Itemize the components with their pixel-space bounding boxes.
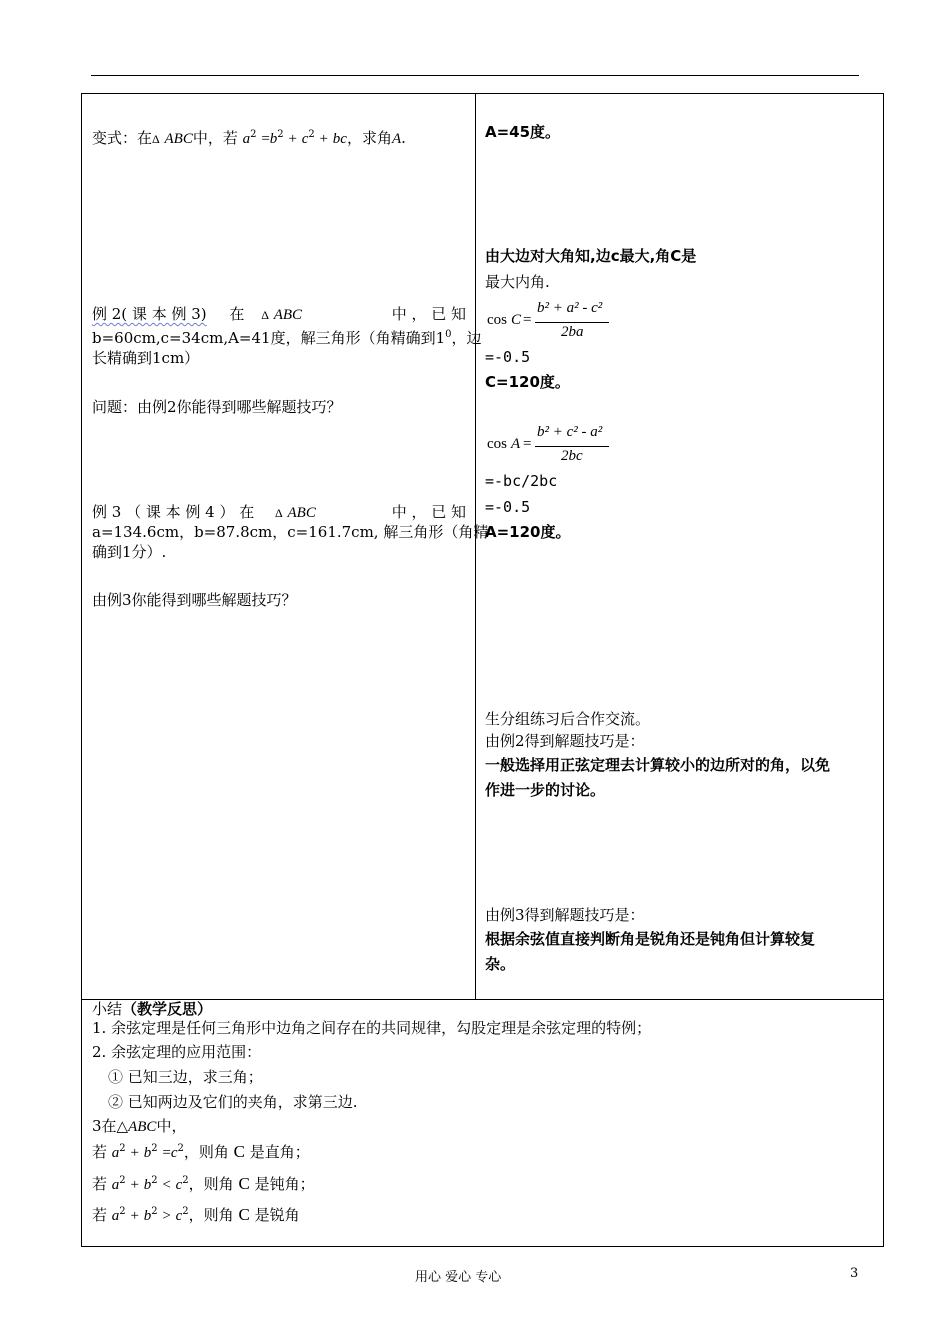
cosA-formula: cos A = b² + c² - a² 2bc [487,424,617,468]
column-divider [475,93,476,1000]
summary-item-2: 2. 余弦定理的应用范围： [92,1043,262,1061]
question-example2: 问题：由例2你能得到哪些解题技巧？ [92,398,342,416]
example3-line3: 确到1分）. [92,543,167,561]
summary-item-2b: ② 已知两边及它们的夹角，求第三边. [108,1093,358,1111]
cosA-value: =-0.5 [485,498,531,516]
case-acute: 若 $a^2 + b^2 > c^2$，则角 C 是锐角 [92,1205,300,1224]
example3-line1: 例 3 （ 课 本 例 4 ） 在 Δ ABC 中 ， 已 知 [92,503,466,521]
reason-line1: 由大边对大角知,边c最大,角C是 [485,247,697,265]
example2-line1: 例 2( 课 本 例 3) 在 Δ ABC 中 ， 已 知 [92,305,466,323]
case-right-angle: 若 $a^2 + b^2 =c^2$，则角 C 是直角； [92,1142,310,1161]
A-result: A=120度。 [485,523,571,541]
summary-title: 小结（教学反思） [92,1000,213,1018]
answer-variant: A=45度。 [485,123,561,141]
example2-line3: 长精确到1cm） [92,349,200,367]
cosC-formula: cos C = b² + a² - c² 2ba [487,300,617,344]
summary-item-2a: ① 已知三边，求三角； [108,1068,263,1086]
cosA-step: =-bc/2bc [485,472,558,490]
cosC-value: =-0.5 [485,348,531,366]
example3-tip-label: 由例3得到解题技巧是： [485,906,645,924]
header-rule [91,75,859,76]
summary-item-3: 3在△ABC中， [92,1117,187,1135]
footer-motto: 用心 爱心 专心 [415,1270,502,1285]
example2-line2: b=60cm,c=34cm,A=41度，解三角形（角精确到$1^0$，边 [92,329,482,347]
example2-tip-line2: 作进一步的讨论。 [485,781,606,799]
example3-tip-line1: 根据余弦值直接判断角是锐角还是钝角但计算较复 [485,930,816,948]
example2-tip-line1: 一般选择用正弦定理去计算较小的边所对的角，以免 [485,756,831,774]
summary-item-1: 1. 余弦定理是任何三角形中边角之间存在的共同规律，勾股定理是余弦定理的特例； [92,1019,652,1037]
variant-question: 变式：在Δ ABC中，若 $a^2 =b^2 + c^2$ + bc，求角A. [92,129,406,147]
example2-tip-label: 由例2得到解题技巧是： [485,732,645,750]
example3-tip-line2: 杂。 [485,955,516,973]
reason-line2: 最大内角. [485,273,550,291]
case-obtuse: 若 $a^2 + b^2 < c^2$，则角 C 是钝角； [92,1174,315,1193]
C-result: C=120度。 [485,373,570,391]
example3-line2: a=134.6cm，b=87.8cm，c=161.7cm, 解三角形（角精 [92,523,489,541]
group-practice: 生分组练习后合作交流。 [485,710,651,728]
page-number: 3 [850,1266,859,1281]
question-example3: 由例3你能得到哪些解题技巧？ [92,591,297,609]
